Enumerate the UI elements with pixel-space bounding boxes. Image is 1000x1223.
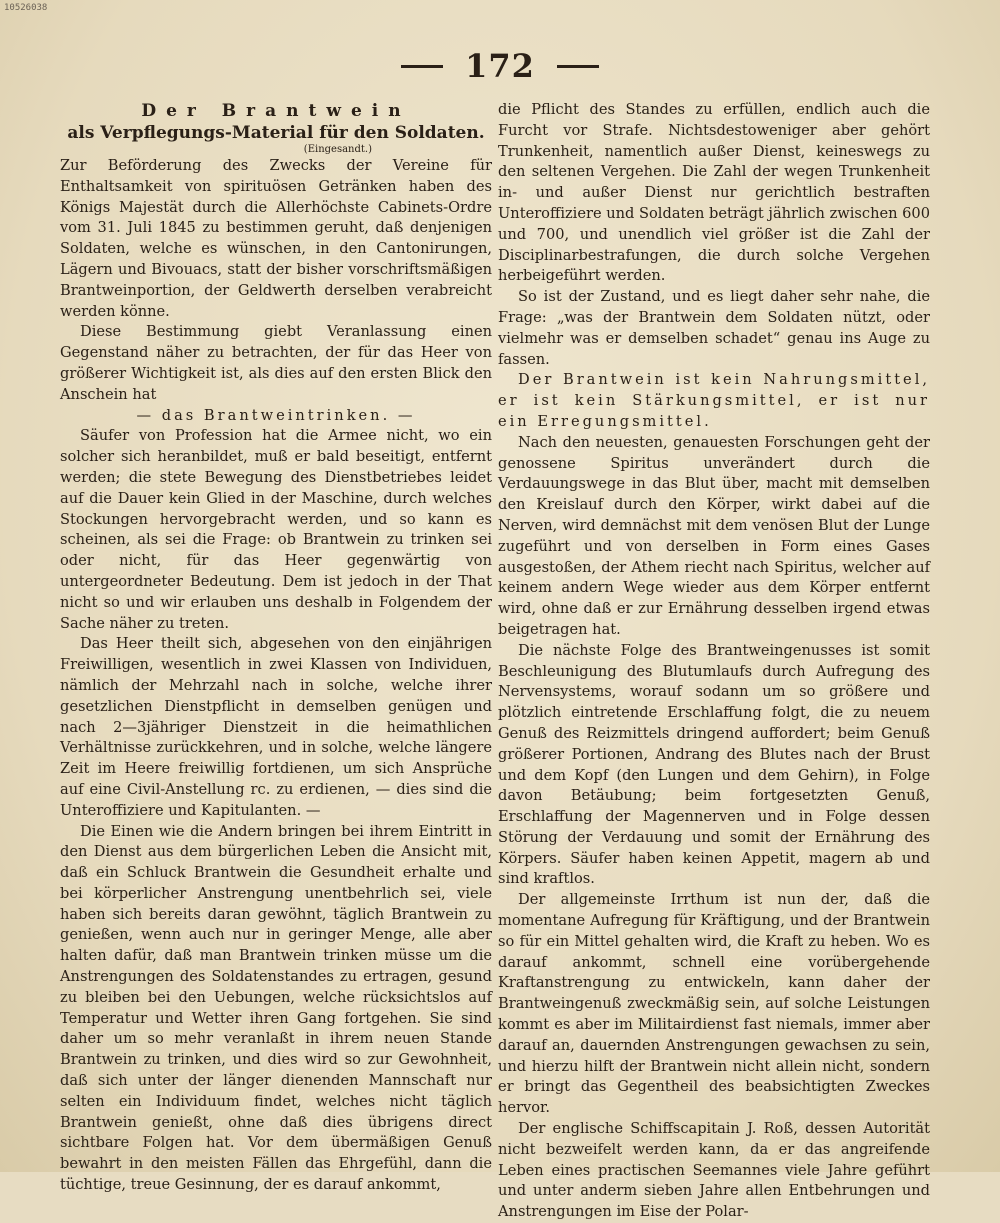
paragraph: Die Einen wie die Andern bringen bei ihrem Eintritt in den Dienst aus dem bürgerlichen Leben die Ansicht mit, daß ein Schluck Brantwein die Gesundheit erhalte und bei körperlicher Anstrengung unentbehrlich sei, viele haben sich bereits daran gewöhnt, täglich Brantwein zu genießen, wenn auch nur in geringer Menge, alle aber halten dafür, daß man Brantwein trinken müsse um die Anstrengungen des Soldatenstandes zu ertragen, gesund zu bleiben bei den Uebungen, welche rücksichtslos auf Temperatur und Wetter ihren Gang fortgehen. Sie sind daher um so mehr veranlaßt in ihrem neuen Stande Brantwein zu trinken, und dies wird so zur Gewohnheit, daß sich unter der länger dienenden Mannschaft nur selten ein Individuum findet, welches nicht täglich Brantwein genießt, ohne daß dies übrigens direct sichtbare Folgen hat. Vor dem übermäßigen Genuß bewahrt in den meisten Fällen das Ehrgefühl, dann die tüchtige, treue Gesinnung, der es darauf ankommt, — [60, 822, 492, 1194]
article-subtitle: als Verpflegungs-Material für den Soldaten. — [67, 123, 485, 143]
emphasized-paragraph: Der Brantwein ist kein Nahrungsmittel, er ist kein Stärkungsmittel, er ist nur ein Erregungsmittel. — [498, 371, 930, 430]
paragraph: Der englische Schiffscapitain J. Roß, dessen Autorität nicht bezweifelt werden kann, da er das angreifende Leben eines practischen Seemannes viele Jahre geführt und unter anderm sieben Jahre allen Entbehrungen und Anstrengungen im Eise der Polar- — [498, 1120, 930, 1221]
scan-id: 10526038 — [4, 3, 48, 13]
article-title: Der Brantwein — [141, 101, 411, 121]
paragraph: Zur Beförderung des Zwecks der Vereine für Enthaltsamkeit von spirituösen Getränken haben des Königs Majestät durch die Allerhöchste Cabinets-Ordre vom 31. Juli 1845 zu bestimmen geruht, daß denjenigen Soldaten, welche es wünschen, in den Cantonirungen, Lägern und Bivouacs, statt der bisher vorschriftsmäßigen Brantweinportion, der Geldwerth derselben verabreicht werden könne. — [60, 157, 492, 320]
paragraph: Diese Bestimmung giebt Veranlassung einen Gegenstand näher zu betrachten, der für das Heer von größerer Wichtigkeit ist, als dies auf den ersten Blick den Anschein hat — [60, 323, 492, 403]
page-header — [0, 44, 1000, 88]
paragraph: So ist der Zustand, und es liegt daher sehr nahe, die Frage: „was der Brantwein dem Soldaten nützt, oder vielmehr was er demselben schadet“ genau ins Auge zu fassen. — [498, 288, 930, 368]
paragraph: die Pflicht des Standes zu erfüllen, endlich auch die Furcht vor Strafe. Nichtsdestoweniger aber gehört Trunkenheit, namentlich außer Dienst, keineswegs zu den seltenen Vergehen. Die Zahl der wegen Trunkenheit in- und außer Dienst nur gerichtlich bestraften Unteroffiziere und Soldaten beträgt jährlich zwischen 600 und 700, und unendlich viel größer ist die Zahl der Disciplinarbestrafungen, die durch solche Vergehen herbeigeführt werden. — [498, 101, 931, 285]
paragraph: Nach den neuesten, genauesten Forschungen geht der genossene Spiritus unverändert durch die Verdauungswege in das Blut über, macht mit demselben den Kreislauf durch den Körper, wirkt dabei auf die Nerven, wird demnächst mit dem venösen Blut der Lunge zugeführt und von derselben in Form eines Gases ausgestoßen, der Athem riecht nach Spiritus, welcher auf keinem andern Wege wieder aus dem Körper entfernt wird, ohne daß er zur Ernährung desselben irgend etwas beigetragen hat. — [498, 433, 930, 638]
header-dash-right — [557, 65, 599, 68]
page-number: 172 — [465, 47, 535, 85]
paragraph: Die nächste Folge des Brantweingenusses ist somit Beschleunigung des Blutumlaufs durch Aufregung des Nervensystems, worauf sodann um so größere und plötzlich eintretende Erschlaffung folgt, die zu neuem Genuß des Reizmittels dringend auffordert; beim Genuß größerer Portionen, Andrang des Blutes nach der Brust und dem Kopf (den Lungen und dem Gehirn), in Folge davon Betäubung; beim fortgesetzten Genuß, Erschlaffung der Magennerven und in Folge dessen Störung der Verdauung und somit der Ernährung des Körpers. Säufer haben keinen Appetit, magern ab und sind kraftlos. — [498, 641, 930, 888]
left-column — [60, 100, 492, 1196]
header-dash-left — [401, 65, 443, 68]
right-column — [498, 100, 930, 1223]
paragraph: Der allgemeinste Irrthum ist nun der, daß die momentane Aufregung für Kräftigung, und der Brantwein so für ein Mittel gehalten wird, die Kraft zu heben. Wo es darauf ankommt, schnell eine vorübergehende Kraftanstrengung zu entwickeln, kann daher der Brantweingenuß zweckmäßig sein, auf solche Leistungen kommt es aber im Militairdienst fast niemals, immer aber darauf an, dauernden Anstrengungen gewachsen zu sein, und hierzu hilft der Brantwein nicht allein nicht, sondern er bringt das Gegentheil des beabsichtigten Zweckes hervor. — [498, 891, 930, 1117]
paragraph: Säufer von Profession hat die Armee nicht, wo ein solcher sich heranbildet, muß er bald beseitigt, entfernt werden; die stete Bewegung des Dienstbetriebes leidet auf die Dauer kein Glied in der Maschine, durch welches Stockungen hervorgebracht werden, und so kann es scheinen, als sei die Frage: ob Brantwein zu trinken sei oder nicht, für das Heer gegenwärtig von untergeordneter Bedeutung. Dem ist jedoch in der That nicht so und wir erlauben uns deshalb in Folgendem der Sache näher zu treten. — [60, 427, 492, 632]
section-heading: — das Brantweintrinken. — — [136, 406, 416, 424]
article-note: (Eingesandt.) — [303, 144, 372, 155]
paragraph: Das Heer theilt sich, abgesehen von den einjährigen Freiwilligen, wesentlich in zwei Klassen von Individuen, nämlich der Mehrzahl nach in solche, welche ihrer gesetzlichen Dienstpflicht in demselben genügen und nach 2—3jähriger Dienstzeit in die heimathlichen Verhältnisse zurückkehren, und in solche, welche längere Zeit im Heere freiwillig fortdienen, um sich Ansprüche auf eine Civil-Anstellung rc. zu erdienen, — dies sind die Unteroffiziere und Kapitulanten. — — [60, 635, 492, 819]
